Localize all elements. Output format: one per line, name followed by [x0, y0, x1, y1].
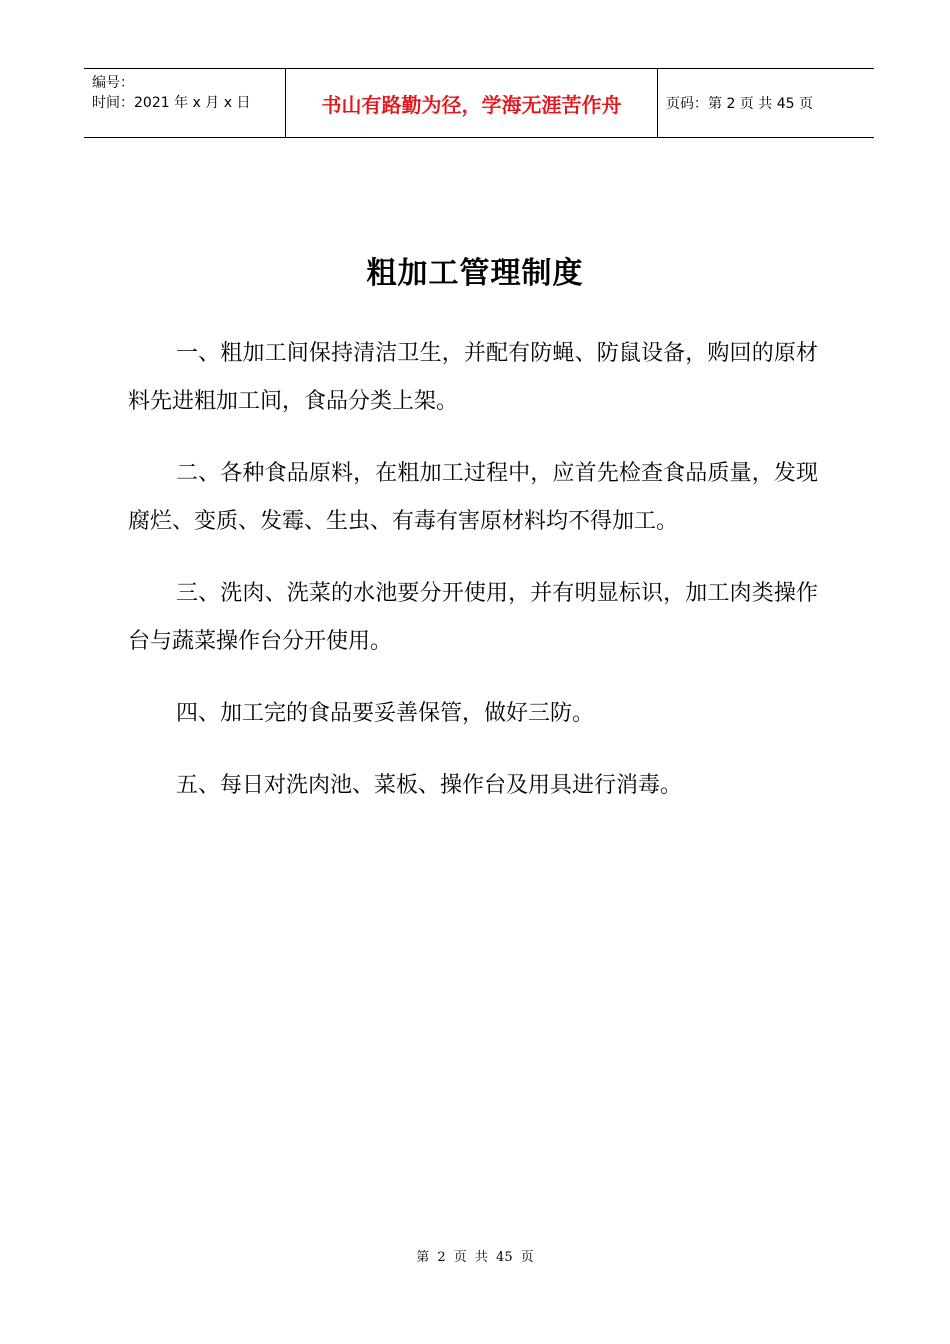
document-title: 粗加工管理制度 — [366, 256, 584, 291]
time-label: 时间：2021 年 x 月 x 日 — [92, 95, 251, 111]
document-body — [128, 330, 818, 834]
page-footer: 第 2 页 共 45 页 — [416, 1250, 534, 1265]
number-label: 编号： — [92, 75, 134, 91]
header-table — [84, 68, 874, 138]
page-label: 页码：第 2 页 共 45 页 — [666, 96, 813, 112]
paragraph: 一、粗加工间保持清洁卫生，并配有防蝇、防鼠设备，购回的原材料先进粗加工间，食品分类上架。 — [128, 341, 818, 414]
paragraph: 五、每日对洗肉池、菜板、操作台及用具进行消毒。 — [176, 773, 683, 798]
paragraph: 二、各种食品原料，在粗加工过程中，应首先检查食品质量，发现腐烂、变质、发霉、生虫、有毒有害原材料均不得加工。 — [128, 461, 818, 534]
paragraph: 三、洗肉、洗菜的水池要分开使用，并有明显标识，加工肉类操作台与蔬菜操作台分开使用。 — [128, 581, 818, 654]
paragraph: 四、加工完的食品要妥善保管，做好三防。 — [176, 701, 595, 726]
header-page-cell — [658, 69, 874, 137]
header-meta — [84, 69, 286, 137]
header-motto: 书山有路勤为径，学海无涯苦作舟 — [321, 92, 622, 117]
header-motto-cell — [286, 69, 658, 137]
